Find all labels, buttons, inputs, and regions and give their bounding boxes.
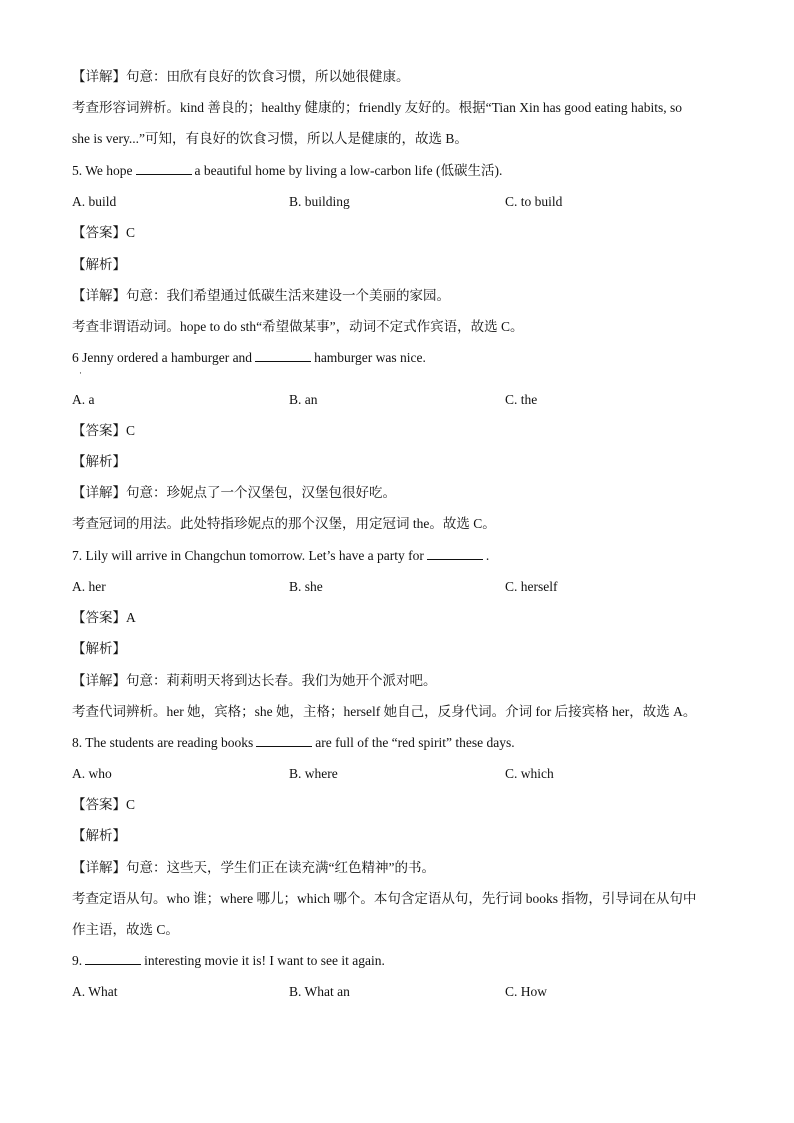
- option-a: A. who: [72, 766, 112, 781]
- answer-blank: [255, 349, 311, 362]
- option-c: C. which: [505, 766, 554, 781]
- option-c: C. herself: [505, 579, 558, 594]
- question-text: a beautiful home by living a low-carbon life (低碳生活).: [194, 163, 503, 178]
- question-9: [72, 952, 385, 970]
- explanation-line: 【详解】句意：这些天，学生们正在读充满“红色精神”的书。: [72, 860, 435, 875]
- question-6: [72, 349, 426, 367]
- question-8: [72, 734, 515, 752]
- stray-dot: ·: [79, 368, 82, 378]
- option-c: C. the: [505, 392, 538, 407]
- answer-line: 【答案】C: [72, 225, 136, 240]
- question-text: interesting movie it is! I want to see it again.: [144, 953, 385, 968]
- option-c: C. How: [505, 984, 548, 999]
- analysis-line: 考查形容词辨析。kind 善良的；healthy 健康的；friendly 友好的。根据“Tian Xin has good eating habits, so: [72, 100, 682, 115]
- option-a: A. What: [72, 984, 118, 999]
- question-text: are full of the “red spirit” these days.: [315, 735, 515, 750]
- question-text: 6 Jenny ordered a hamburger and: [72, 350, 253, 365]
- option-a: A. her: [72, 579, 106, 594]
- question-text: 7. Lily will arrive in Changchun tomorrow. Let’s have a party for: [72, 548, 424, 563]
- analysis-line: 考查冠词的用法。此处特指珍妮点的那个汉堡，用定冠词 the。故选 C。: [72, 516, 496, 531]
- analysis-header: 【解析】: [72, 641, 126, 656]
- analysis-line: 考查非谓语动词。hope to do sth“希望做某事”，动词不定式作宾语，故选 C。: [72, 319, 524, 334]
- question-7: [72, 547, 489, 565]
- question-text: 9.: [72, 953, 83, 968]
- option-a: A. a: [72, 392, 95, 407]
- question-text: .: [485, 548, 490, 563]
- question-text: hamburger was nice.: [314, 350, 426, 365]
- question-text: 5. We hope: [72, 163, 133, 178]
- option-b: B. an: [289, 392, 318, 407]
- analysis-line: 作主语，故选 C。: [72, 922, 179, 937]
- option-b: B. building: [289, 194, 350, 209]
- option-b: B. she: [289, 579, 323, 594]
- answer-blank: [427, 547, 483, 560]
- analysis-header: 【解析】: [72, 257, 126, 272]
- answer-blank: [85, 952, 141, 965]
- analysis-line: she is very...”可知，有良好的饮食习惯，所以人是健康的，故选 B。: [72, 131, 468, 146]
- answer-line: 【答案】C: [72, 423, 136, 438]
- option-b: B. What an: [289, 984, 350, 999]
- question-text: 8. The students are reading books: [72, 735, 254, 750]
- explanation-line: 【详解】句意：珍妮点了一个汉堡包，汉堡包很好吃。: [72, 485, 396, 500]
- explanation-line: 【详解】句意：田欣有良好的饮食习惯，所以她很健康。: [72, 69, 410, 84]
- option-b: B. where: [289, 766, 338, 781]
- analysis-header: 【解析】: [72, 828, 126, 843]
- explanation-line: 【详解】句意：莉莉明天将到达长春。我们为她开个派对吧。: [72, 673, 437, 688]
- analysis-line: 考查定语从句。who 谁；where 哪儿；which 哪个。本句含定语从句，先行词 books 指物，引导词在从句中: [72, 891, 697, 906]
- answer-line: 【答案】C: [72, 797, 136, 812]
- question-5: [72, 162, 502, 180]
- option-c: C. to build: [505, 194, 563, 209]
- explanation-line: 【详解】句意：我们希望通过低碳生活来建设一个美丽的家园。: [72, 288, 450, 303]
- analysis-line: 考查代词辨析。her 她，宾格；she 她，主格；herself 她自己，反身代词。介词 for 后接宾格 her，故选 A。: [72, 704, 697, 719]
- answer-blank: [256, 734, 312, 747]
- option-a: A. build: [72, 194, 117, 209]
- answer-blank: [136, 162, 192, 175]
- answer-line: 【答案】A: [72, 610, 136, 625]
- analysis-header: 【解析】: [72, 454, 126, 469]
